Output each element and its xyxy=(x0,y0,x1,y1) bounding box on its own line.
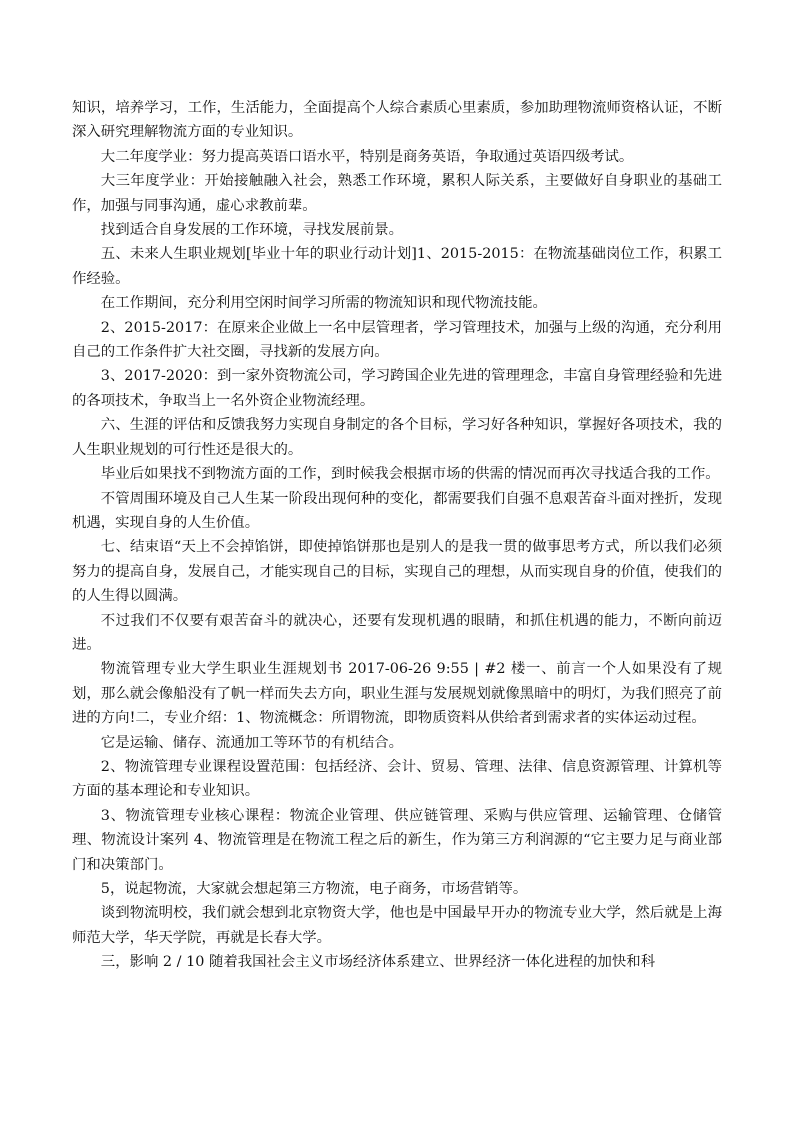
paragraph: 物流管理专业大学生职业生涯规划书 2017-06-26 9:55 | #2 楼一、前言一个人如果没有了规划，那么就会像船没有了帆一样而失去方向，职业生涯与发展规划就像黑暗中的明灯，为我们照亮了前进的方向!二，专业介绍：1、物流概念：所谓物流，即物质资料从供给者到需求者的实体运动过程。 xyxy=(72,661,722,727)
paragraph: 它是运输、储存、流通加工等环节的有机结合。 xyxy=(100,734,404,751)
paragraph: 2、2015-2017：在原来企业做上一名中层管理者，学习管理技术，加强与上级的沟通，充分利用自己的工作条件扩大社交圈，寻找新的发展方向。 xyxy=(72,319,722,361)
paragraph: 大三年度学业：开始接触融入社会，熟悉工作环境，累积人际关系，主要做好自身职业的基础工作，加强与同事沟通，虚心求教前辈。 xyxy=(72,173,722,214)
paragraph: 五、未来人生职业规划[毕业十年的职业行动计划]1、2015-2015：在物流基础岗位工作，积累工作经验。 xyxy=(72,246,722,287)
paragraph: 2、物流管理专业课程设置范围：包括经济、会计、贸易、管理、法律、信息资源管理、计算机等方面的基本理论和专业知识。 xyxy=(72,758,722,800)
paragraph: 不过我们不仅要有艰苦奋斗的就决心，还要有发现机遇的眼睛，和抓住机遇的能力，不断向前迈进。 xyxy=(72,612,722,653)
paragraph: 三，影响 2 / 10 随着我国社会主义市场经济体系建立、世界经济一体化进程的加快和科 xyxy=(100,954,656,971)
paragraph: 在工作期间，充分利用空闲时间学习所需的物流知识和现代物流技能。 xyxy=(100,295,547,312)
paragraph: 3、2017-2020：到一家外资物流公司，学习跨国企业先进的管理理念，丰富自身管理经验和先进的各项技术，争取当上一名外资企业物流经理。 xyxy=(72,368,722,409)
paragraph: 找到适合自身发展的工作环境，寻找发展前景。 xyxy=(100,222,404,239)
paragraph: 六、生涯的评估和反馈我努力实现自身制定的各个目标，学习好各种知识，掌握好各项技术，我的人生职业规划的可行性还是很大的。 xyxy=(72,417,722,458)
paragraph: 毕业后如果找不到物流方面的工作，到时候我会根据市场的供需的情况而再次寻找适合我的工作。 xyxy=(100,466,720,483)
paragraph: 不管周围环境及自己人生某一阶段出现何种的变化，都需要我们自强不息艰苦奋斗面对挫折，发现机遇，实现自身的人生价值。 xyxy=(72,490,722,531)
paragraph: 3、物流管理专业核心课程：物流企业管理、供应链管理、采购与供应管理、运输管理、仓储管理、物流设计案列 4、物流管理是在物流工程之后的新生，作为第三方利润源的“它主要力足与商业部门和决策部门。 xyxy=(72,807,722,873)
paragraph: 谈到物流明校，我们就会想到北京物资大学，他也是中国最早开办的物流专业大学，然后就是上海师范大学，华天学院，再就是长春大学。 xyxy=(72,905,722,946)
paragraph: 5，说起物流，大家就会想起第三方物流，电子商务，市场营销等。 xyxy=(100,881,528,897)
paragraph: 大二年度学业：努力提高英语口语水平，特别是商务英语，争取通过英语四级考试。 xyxy=(100,148,634,165)
document-page xyxy=(72,96,722,975)
paragraph: 七、结束语“天上不会掉馅饼，即使掉馅饼那也是别人的是我一贯的做事思考方式，所以我们必须努力的提高自身，发展自己，才能实现自己的目标，实现自己的理想，从而实现自身的价值，使我们的的人生得以圆满。 xyxy=(72,539,722,605)
paragraph: 知识，培养学习，工作，生活能力，全面提高个人综合素质心里素质，参加助理物流师资格认证，不断深入研究理解物流方面的专业知识。 xyxy=(72,100,722,141)
